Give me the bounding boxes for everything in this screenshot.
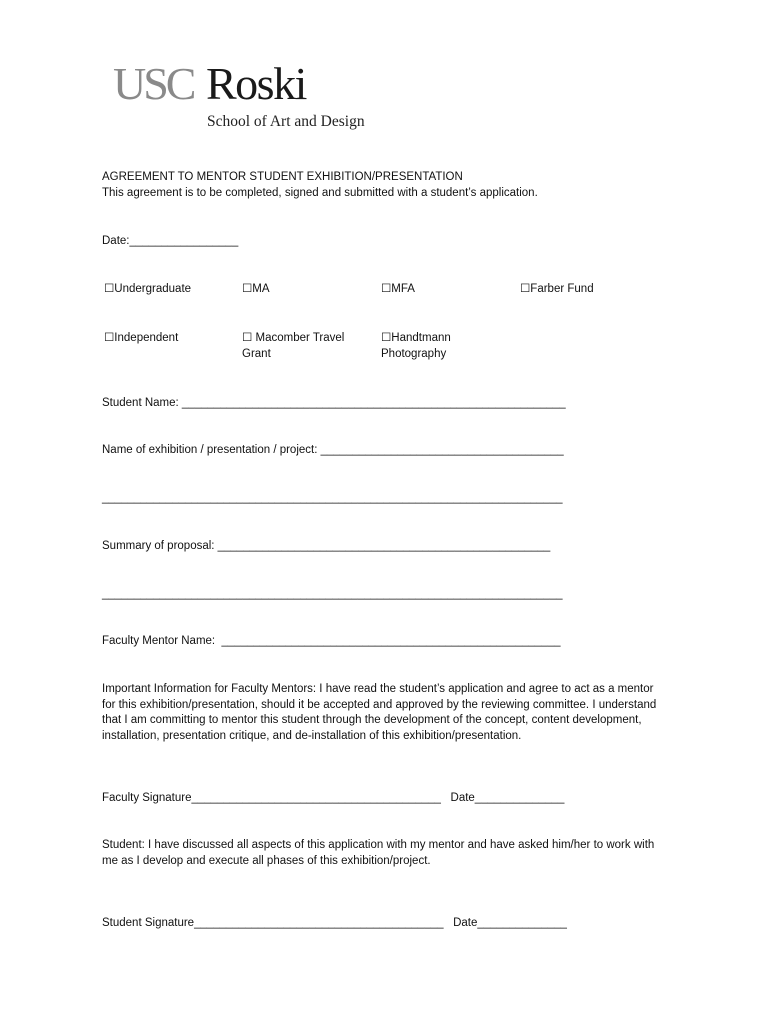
student-signature-line[interactable]: Student Signature_______________________________________ Date______________ — [102, 917, 567, 929]
option-ma[interactable]: ☐MA — [242, 283, 270, 295]
option-handtmann-photography[interactable]: ☐Handtmann Photography — [381, 332, 451, 360]
option-farber-fund[interactable]: ☐Farber Fund — [520, 283, 594, 295]
form-instructions: This agreement is to be completed, signed and submitted with a student’s application. — [102, 187, 538, 199]
option-independent[interactable]: ☐Independent — [104, 332, 179, 344]
option-undergraduate[interactable]: ☐Undergraduate — [104, 283, 192, 295]
faculty-signature-line[interactable]: Faculty Signature_______________________________________ Date______________ — [102, 792, 565, 804]
logo-usc: USC — [113, 58, 194, 109]
summary-continued[interactable]: ________________________________________________________________________ — [102, 588, 563, 600]
date-field[interactable]: Date:_________________ — [102, 235, 239, 247]
student-name-field[interactable]: Student Name: ____________________________________________________________ — [102, 397, 566, 409]
faculty-information-paragraph: Important Information for Faculty Mentors: I have read the student’s application and agree to act as a mentor for this exhibition/presentation, should it be accepted and approved by the reviewing committee. I understand that I am committing to mentor this student through the development of the concept, content development, installation, presentation critique, and de-installation of this exhibition/presentation. — [102, 683, 657, 743]
faculty-mentor-name-field[interactable]: Faculty Mentor Name: _____________________________________________________ — [102, 635, 561, 647]
form-title: AGREEMENT TO MENTOR STUDENT EXHIBITION/PRESENTATION — [102, 171, 463, 183]
exhibition-name-field[interactable]: Name of exhibition / presentation / project: ______________________________________ — [102, 444, 564, 456]
logo-subtitle: School of Art and Design — [207, 113, 365, 130]
student-statement: Student: I have discussed all aspects of this application with my mentor and have asked him/her to work with me as I develop and execute all phases of this exhibition/project. — [102, 839, 655, 867]
option-macomber-travel-grant[interactable]: ☐ Macomber Travel Grant — [242, 332, 345, 360]
summary-field[interactable]: Summary of proposal: ____________________________________________________ — [102, 540, 551, 552]
exhibition-name-continued[interactable]: ________________________________________________________________________ — [102, 492, 563, 504]
logo-roski: Roski — [206, 58, 306, 109]
option-mfa[interactable]: ☐MFA — [381, 283, 415, 295]
